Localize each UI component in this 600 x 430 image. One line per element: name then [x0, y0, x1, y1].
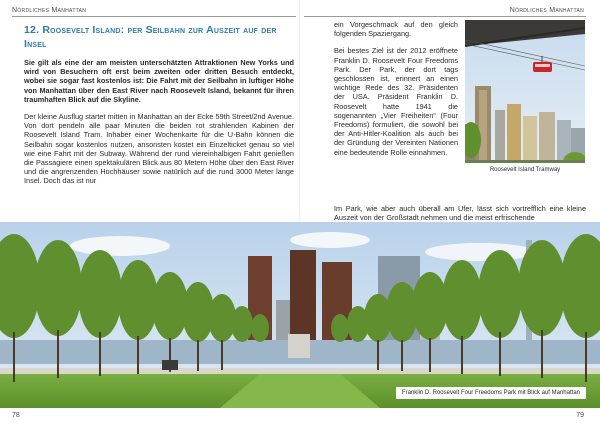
park-caption: Franklin D. Roosevelt Four Freedoms Park mit Blick auf Manhattan [396, 387, 586, 399]
header-rule-right [304, 16, 586, 17]
tram-caption: Roosevelt Island Tramway [465, 163, 585, 177]
page-number-right: 79 [576, 412, 584, 419]
running-head-left: Nördliches Manhattan [12, 7, 87, 14]
book-gutter [299, 0, 301, 222]
right-column-top [334, 20, 458, 165]
tram-photo [465, 20, 585, 172]
closing-paragraph: Im Park, wie aber auch überall am Ufer, lässt sich vortrefflich eine kleine Auszeit von der Großstadt nehmen und die meist erfrischende [334, 204, 586, 223]
intro-paragraph: Sie gilt als eine der am meisten unterschätzten Attraktionen New Yorks und wird von Besuchern oft erst beim zweiten oder dritten Besuch entdeckt, wobei sie sogar fast kostenlos ist: Die Fahrt mit der Seilbahn in luftiger Höhe von Manhattan über den East River nach Roosevelt Island, bekannt für ihren traumhaften Blick auf die Skyline. [24, 58, 294, 104]
header-rule-left [12, 16, 296, 17]
body-paragraph: Der kleine Ausflug startet mitten in Manhattan an der Ecke 59th Street/2nd Avenue. Von dort pendeln alle paar Minuten die beiden rot strahlenden Kabinen der Roosevelt Island Tram. Inhaber einer Wochenkarte für die U-Bahn können die Seilbahn sogar kostenlos nutzen, ansonsten kostet ein Einzelticket genau so viel wie eine Fahrt mit der Subway. Während der rund viereinhalbigen Fahrt genießen die Passagiere einen spektakulären Blick aus 80 Metern Höhe über den East River und die angrenzenden Hochhäuser sowie natürlich auf die rund 3000 Meter lange Insel. Doch das ist nur [24, 112, 294, 186]
skyline-building [290, 250, 316, 346]
tram-photo-illustration [465, 20, 585, 172]
page-number-left: 78 [12, 412, 20, 419]
park-photo-illustration [0, 222, 600, 408]
section-title: 12. Roosevelt Island: per Seilbahn zur Auszeit auf der Insel [24, 24, 277, 50]
park-paragraph: Bei bestes Ziel ist der 2012 eröffnete Franklin D. Roosevelt Four Freedoms Park. Der Park, der dort tags geschlossen ist, erinnert an einen wichtige Rede des 32. Präsidenten der USA. Präsident Franklin D. Roosevelt hatte 1941 die sogenannten „Vier Freiheiten“ (Four Freedoms) formuliert, die sowohl bei der Anti-Hitler-Koalition als auch bei der Gründung der Vereinten Nationen eine bedeutende Rolle einnahmen. [334, 46, 458, 157]
continuation-paragraph: ein Vorgeschmack auf den gleich folgenden Spaziergang. [334, 20, 458, 39]
park-photo [0, 222, 600, 408]
running-head-right: Nördliches Manhattan [509, 7, 584, 14]
left-column [24, 58, 294, 194]
